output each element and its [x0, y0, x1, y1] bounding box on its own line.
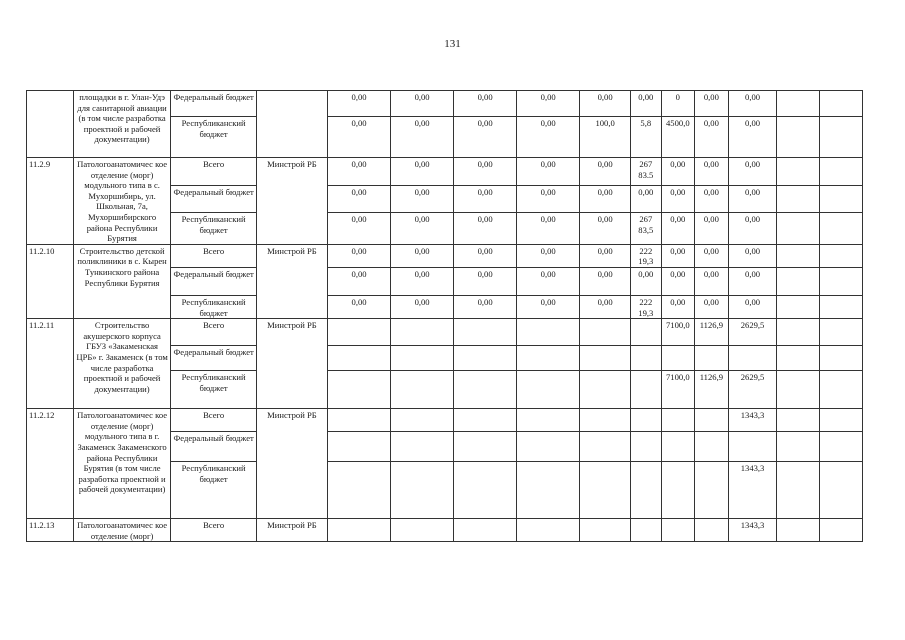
item-number: 11.2.10: [27, 244, 74, 318]
item-name: Строительство детской поликлиники в с. Кырен Тункинского района Республики Бурятия: [73, 244, 171, 318]
item-name: площадки в г. Улан-Удэ для санитарной авиации (в том числе разработка проектной и рабочей документации): [73, 91, 171, 158]
value-cell: [631, 462, 662, 519]
value-cell: [631, 409, 662, 432]
value-cell: 0,00: [661, 158, 695, 186]
table-row: [27, 519, 863, 542]
funding-source: Федеральный бюджет: [171, 267, 256, 295]
value-cell: 0,00: [695, 244, 729, 267]
value-cell: 222 19,3: [631, 244, 662, 267]
value-cell: 0,00: [695, 213, 729, 245]
value-cell: 0,00: [728, 295, 777, 318]
value-cell: 0,00: [580, 91, 631, 117]
value-cell: [580, 346, 631, 371]
value-cell: 0,00: [580, 295, 631, 318]
value-cell: [517, 371, 580, 409]
value-cell: 2629,5: [728, 319, 777, 346]
item-name: Патологоанатомичес кое отделение (морг) модульного типа в г. Закаменск Закаменского района Республики Бурятия (в том числе разработка проектной и рабочей документации): [73, 409, 171, 519]
value-cell: 0,00: [631, 185, 662, 213]
item-number: 11.2.13: [27, 519, 74, 542]
value-cell: [777, 185, 820, 213]
value-cell: [820, 519, 863, 542]
value-cell: 0,00: [580, 185, 631, 213]
value-cell: 0,00: [391, 244, 454, 267]
item-number: 11.2.12: [27, 409, 74, 519]
value-cell: [777, 244, 820, 267]
value-cell: [328, 519, 391, 542]
value-cell: 0,00: [391, 185, 454, 213]
value-cell: 0,00: [695, 295, 729, 318]
responsible-executor: Минстрой РБ: [256, 409, 327, 519]
value-cell: 5,8: [631, 117, 662, 158]
value-cell: 0,00: [695, 267, 729, 295]
value-cell: [820, 267, 863, 295]
value-cell: [454, 409, 517, 432]
table-row: [27, 158, 863, 186]
value-cell: 0,00: [695, 158, 729, 186]
value-cell: 0,00: [728, 244, 777, 267]
value-cell: [661, 346, 695, 371]
value-cell: 0,00: [517, 213, 580, 245]
responsible-executor: Минстрой РБ: [256, 244, 327, 318]
value-cell: [328, 409, 391, 432]
value-cell: [777, 295, 820, 318]
value-cell: [328, 432, 391, 462]
funding-source: Республиканский бюджет: [171, 117, 256, 158]
value-cell: 267 83,5: [631, 213, 662, 245]
value-cell: [454, 371, 517, 409]
value-cell: [517, 409, 580, 432]
value-cell: 0,00: [580, 267, 631, 295]
value-cell: 0,00: [661, 267, 695, 295]
value-cell: [728, 346, 777, 371]
value-cell: 0,00: [328, 244, 391, 267]
funding-source: Федеральный бюджет: [171, 432, 256, 462]
value-cell: 0,00: [728, 213, 777, 245]
value-cell: [631, 346, 662, 371]
value-cell: 0,00: [661, 244, 695, 267]
value-cell: 0,00: [328, 158, 391, 186]
value-cell: [820, 117, 863, 158]
value-cell: 267 83.5: [631, 158, 662, 186]
value-cell: [695, 462, 729, 519]
value-cell: [820, 432, 863, 462]
value-cell: [820, 462, 863, 519]
value-cell: 0,00: [517, 117, 580, 158]
value-cell: 0,00: [391, 158, 454, 186]
value-cell: 0,00: [695, 117, 729, 158]
value-cell: 0,00: [728, 117, 777, 158]
value-cell: 0,00: [728, 158, 777, 186]
responsible-executor: [256, 91, 327, 158]
value-cell: [820, 346, 863, 371]
value-cell: 0,00: [728, 91, 777, 117]
funding-source: Всего: [171, 409, 256, 432]
value-cell: [631, 432, 662, 462]
value-cell: 0,00: [454, 117, 517, 158]
value-cell: [328, 371, 391, 409]
value-cell: [661, 462, 695, 519]
value-cell: [777, 462, 820, 519]
value-cell: 0,00: [454, 91, 517, 117]
value-cell: 0,00: [328, 295, 391, 318]
value-cell: 0,00: [328, 267, 391, 295]
value-cell: 0,00: [454, 213, 517, 245]
value-cell: 1343,3: [728, 409, 777, 432]
value-cell: [777, 117, 820, 158]
value-cell: [328, 346, 391, 371]
value-cell: 0: [661, 91, 695, 117]
value-cell: [580, 519, 631, 542]
value-cell: 0,00: [454, 295, 517, 318]
value-cell: 0,00: [517, 158, 580, 186]
value-cell: [820, 295, 863, 318]
value-cell: [777, 158, 820, 186]
funding-source: Федеральный бюджет: [171, 185, 256, 213]
value-cell: [454, 462, 517, 519]
value-cell: [777, 213, 820, 245]
item-name: Патологоанатомичес кое отделение (морг) модульного типа в с. Мухоршибирь, ул. Школьная, 7а, Мухоршибирского района Республики Бурятия: [73, 158, 171, 245]
value-cell: 0,00: [391, 91, 454, 117]
item-name: Патологоанатомичес кое отделение (морг): [73, 519, 171, 542]
value-cell: 0,00: [517, 91, 580, 117]
value-cell: 0,00: [661, 295, 695, 318]
table-row: [27, 244, 863, 267]
value-cell: [391, 319, 454, 346]
value-cell: 0,00: [328, 117, 391, 158]
value-cell: [391, 462, 454, 519]
value-cell: [517, 519, 580, 542]
item-number: 11.2.11: [27, 319, 74, 409]
value-cell: [777, 432, 820, 462]
value-cell: [328, 319, 391, 346]
value-cell: [328, 462, 391, 519]
responsible-executor: Минстрой РБ: [256, 319, 327, 409]
value-cell: 0,00: [454, 158, 517, 186]
value-cell: [777, 91, 820, 117]
value-cell: 0,00: [391, 117, 454, 158]
value-cell: [391, 432, 454, 462]
value-cell: [728, 432, 777, 462]
table-row: [27, 319, 863, 346]
value-cell: [661, 519, 695, 542]
value-cell: [820, 158, 863, 186]
funding-source: Федеральный бюджет: [171, 346, 256, 371]
value-cell: 0,00: [454, 244, 517, 267]
value-cell: [391, 346, 454, 371]
value-cell: 0,00: [728, 267, 777, 295]
value-cell: [695, 346, 729, 371]
funding-source: Всего: [171, 244, 256, 267]
value-cell: [391, 371, 454, 409]
responsible-executor: Минстрой РБ: [256, 158, 327, 245]
value-cell: 1343,3: [728, 519, 777, 542]
page-number: 131: [444, 38, 461, 50]
value-cell: 0,00: [695, 185, 729, 213]
value-cell: [695, 409, 729, 432]
value-cell: 2629,5: [728, 371, 777, 409]
value-cell: 0,00: [517, 295, 580, 318]
table-row: [27, 91, 863, 117]
value-cell: [631, 319, 662, 346]
value-cell: 0,00: [328, 91, 391, 117]
value-cell: [820, 319, 863, 346]
funding-source: Республиканский бюджет: [171, 295, 256, 318]
value-cell: [631, 519, 662, 542]
value-cell: [695, 519, 729, 542]
value-cell: 0,00: [728, 185, 777, 213]
funding-source: Республиканский бюджет: [171, 371, 256, 409]
value-cell: [820, 371, 863, 409]
value-cell: [391, 409, 454, 432]
value-cell: 0,00: [661, 213, 695, 245]
value-cell: 100,0: [580, 117, 631, 158]
value-cell: [631, 371, 662, 409]
value-cell: 0,00: [517, 244, 580, 267]
funding-source: Всего: [171, 319, 256, 346]
value-cell: [580, 409, 631, 432]
item-number: [27, 91, 74, 158]
value-cell: 0,00: [580, 244, 631, 267]
value-cell: 0,00: [661, 185, 695, 213]
responsible-executor: Минстрой РБ: [256, 519, 327, 542]
value-cell: 0,00: [391, 213, 454, 245]
value-cell: [661, 409, 695, 432]
value-cell: [820, 409, 863, 432]
funding-source: Республиканский бюджет: [171, 213, 256, 245]
funding-source: Федеральный бюджет: [171, 91, 256, 117]
value-cell: 4500,0: [661, 117, 695, 158]
value-cell: 0,00: [454, 267, 517, 295]
value-cell: 0,00: [328, 213, 391, 245]
item-number: 11.2.9: [27, 158, 74, 245]
value-cell: 1126,9: [695, 371, 729, 409]
value-cell: [777, 346, 820, 371]
value-cell: 0,00: [328, 185, 391, 213]
value-cell: [517, 462, 580, 519]
table-row: [27, 409, 863, 432]
item-name: Строительство акушерского корпуса ГБУЗ «Закаменская ЦРБ» г. Закаменск (в том числе разработка проектной и рабочей документации): [73, 319, 171, 409]
value-cell: 1343,3: [728, 462, 777, 519]
value-cell: [777, 371, 820, 409]
value-cell: [517, 319, 580, 346]
value-cell: 1126,9: [695, 319, 729, 346]
value-cell: [580, 371, 631, 409]
value-cell: 0,00: [517, 267, 580, 295]
value-cell: [580, 462, 631, 519]
value-cell: [580, 432, 631, 462]
value-cell: [820, 91, 863, 117]
value-cell: [777, 409, 820, 432]
value-cell: [820, 244, 863, 267]
value-cell: [517, 432, 580, 462]
value-cell: 0,00: [695, 91, 729, 117]
value-cell: [820, 185, 863, 213]
value-cell: [777, 519, 820, 542]
value-cell: 0,00: [517, 185, 580, 213]
value-cell: 0,00: [631, 267, 662, 295]
value-cell: [391, 519, 454, 542]
value-cell: 0,00: [580, 213, 631, 245]
value-cell: 0,00: [580, 158, 631, 186]
value-cell: [454, 432, 517, 462]
value-cell: 0,00: [454, 185, 517, 213]
value-cell: [454, 519, 517, 542]
value-cell: 7100,0: [661, 371, 695, 409]
value-cell: [695, 432, 729, 462]
value-cell: [454, 319, 517, 346]
funding-source: Республиканский бюджет: [171, 462, 256, 519]
value-cell: [517, 346, 580, 371]
value-cell: 0,00: [391, 267, 454, 295]
value-cell: 0,00: [391, 295, 454, 318]
budget-table: [26, 90, 863, 542]
funding-source: Всего: [171, 158, 256, 186]
value-cell: [777, 319, 820, 346]
value-cell: [580, 319, 631, 346]
value-cell: [661, 432, 695, 462]
value-cell: 222 19,3: [631, 295, 662, 318]
value-cell: [454, 346, 517, 371]
funding-source: Всего: [171, 519, 256, 542]
value-cell: [777, 267, 820, 295]
value-cell: 7100,0: [661, 319, 695, 346]
value-cell: 0,00: [631, 91, 662, 117]
value-cell: [820, 213, 863, 245]
